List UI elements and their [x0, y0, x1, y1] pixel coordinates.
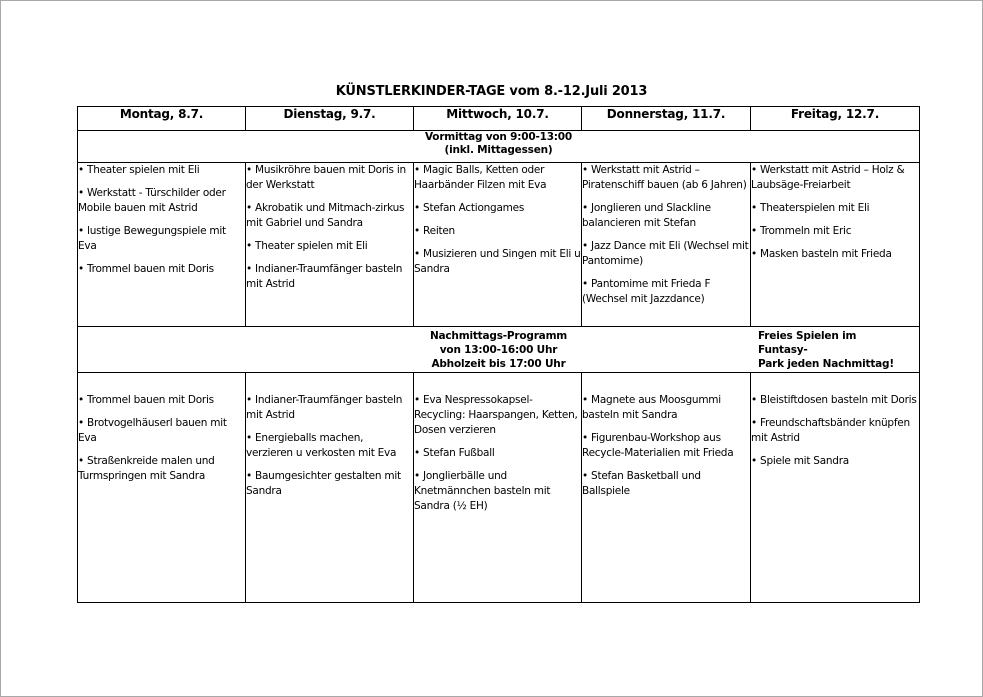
afternoon-cell-thursday — [582, 373, 751, 603]
activity-item: • Straßenkreide malen und Turmspringen mit Sandra — [78, 455, 215, 482]
activity-item: • Freundschaftsbänder knüpfen mit Astrid — [751, 417, 910, 444]
activity-item: • Energieballs machen, verzieren u verkosten mit Eva — [246, 432, 397, 459]
activity-item: • Theater spielen mit Eli — [78, 164, 200, 176]
free-play-note-line: Freies Spielen im Funtasy- — [758, 330, 857, 356]
activity-item: • Baumgesichter gestalten mit Sandra — [246, 470, 401, 497]
activity-item: • lustige Bewegungspiele mit Eva — [78, 225, 226, 252]
morning-header — [78, 131, 920, 163]
activity-item: • Stefan Basketball und Ballspiele — [582, 470, 701, 497]
activity-item: • Stefan Actiongames — [414, 202, 525, 214]
activity-item: • Reiten — [414, 225, 455, 237]
morning-header-time: Vormittag von 9:00-13:00 — [424, 131, 573, 143]
activity-item: • Masken basteln mit Frieda — [751, 248, 892, 260]
afternoon-header-time: von 13:00-16:00 Uhr — [439, 344, 558, 356]
activity-item: • Jazz Dance mit Eli (Wechsel mit Pantomime) — [582, 240, 749, 267]
activity-item: • Trommeln mit Eric — [751, 225, 852, 237]
morning-header-row — [78, 131, 920, 163]
activity-item: • Jonglieren und Slackline balancieren mit Stefan — [582, 202, 711, 229]
activity-item: • Trommel bauen mit Doris — [78, 394, 214, 406]
activity-item: • Eva Nespressokapsel-Recycling: Haarspangen, Ketten, Dosen verzieren — [414, 394, 578, 436]
activity-item: • Brotvogelhäuserl bauen mit Eva — [78, 417, 227, 444]
afternoon-cell-tuesday — [246, 373, 414, 603]
activity-item: • Magnete aus Moosgummi basteln mit Sandra — [582, 394, 721, 421]
activity-item: • Bleistiftdosen basteln mit Doris — [751, 394, 917, 406]
morning-cell-wednesday — [414, 163, 582, 327]
morning-cell-monday — [78, 163, 246, 327]
afternoon-cell-friday — [751, 373, 920, 603]
activity-item: • Pantomime mit Frieda F (Wechsel mit Jazzdance) — [582, 278, 711, 305]
free-play-note-line: Park jeden Nachmittag! — [758, 358, 894, 370]
afternoon-header-title: Nachmittags-Programm — [429, 330, 568, 342]
day-header-row — [78, 107, 920, 131]
activity-item: • Musizieren und Singen mit Eli u Sandra — [414, 248, 581, 275]
day-header-friday: Freitag, 12.7. — [751, 107, 920, 131]
morning-activities-row — [78, 163, 920, 327]
morning-cell-thursday — [582, 163, 751, 327]
afternoon-header-row — [78, 327, 920, 373]
activity-item: • Werkstatt - Türschilder oder Mobile bauen mit Astrid — [78, 187, 226, 214]
activity-item: • Musikröhre bauen mit Doris in der Werkstatt — [246, 164, 406, 191]
schedule-table — [77, 106, 920, 603]
day-header-monday: Montag, 8.7. — [78, 107, 246, 131]
activity-item: • Figurenbau-Workshop aus Recycle-Materialien mit Frieda — [582, 432, 734, 459]
activity-item: • Akrobatik und Mitmach-zirkus mit Gabriel und Sandra — [246, 202, 405, 229]
day-header-wednesday: Mittwoch, 10.7. — [414, 107, 582, 131]
afternoon-activities-row — [78, 373, 920, 603]
day-header-thursday: Donnerstag, 11.7. — [582, 107, 751, 131]
free-play-note — [758, 329, 908, 371]
activity-item: • Indianer-Traumfänger basteln mit Astrid — [246, 394, 403, 421]
activity-item: • Theater spielen mit Eli — [246, 240, 368, 252]
activity-item: • Werkstatt mit Astrid – Piratenschiff bauen (ab 6 Jahren) — [582, 164, 747, 191]
morning-header-note: (inkl. Mittagessen) — [444, 144, 553, 156]
afternoon-header-pickup: Abholzeit bis 17:00 Uhr — [431, 358, 566, 370]
activity-item: • Magic Balls, Ketten oder Haarbänder Filzen mit Eva — [414, 164, 547, 191]
afternoon-header — [78, 327, 920, 373]
activity-item: • Trommel bauen mit Doris — [78, 263, 214, 275]
activity-item: • Theaterspielen mit Eli — [751, 202, 870, 214]
activity-item: • Indianer-Traumfänger basteln mit Astrid — [246, 263, 403, 290]
day-header-tuesday: Dienstag, 9.7. — [246, 107, 414, 131]
document-title: KÜNSTLERKINDER-TAGE vom 8.-12.Juli 2013 — [335, 84, 648, 99]
afternoon-cell-monday — [78, 373, 246, 603]
afternoon-cell-wednesday — [414, 373, 582, 603]
morning-cell-tuesday — [246, 163, 414, 327]
activity-item: • Spiele mit Sandra — [751, 455, 849, 467]
morning-cell-friday — [751, 163, 920, 327]
activity-item: • Jonglierbälle und Knetmännchen basteln mit Sandra (½ EH) — [414, 470, 551, 512]
activity-item: • Werkstatt mit Astrid – Holz & Laubsäge-Freiarbeit — [751, 164, 905, 191]
activity-item: • Stefan Fußball — [414, 447, 495, 459]
